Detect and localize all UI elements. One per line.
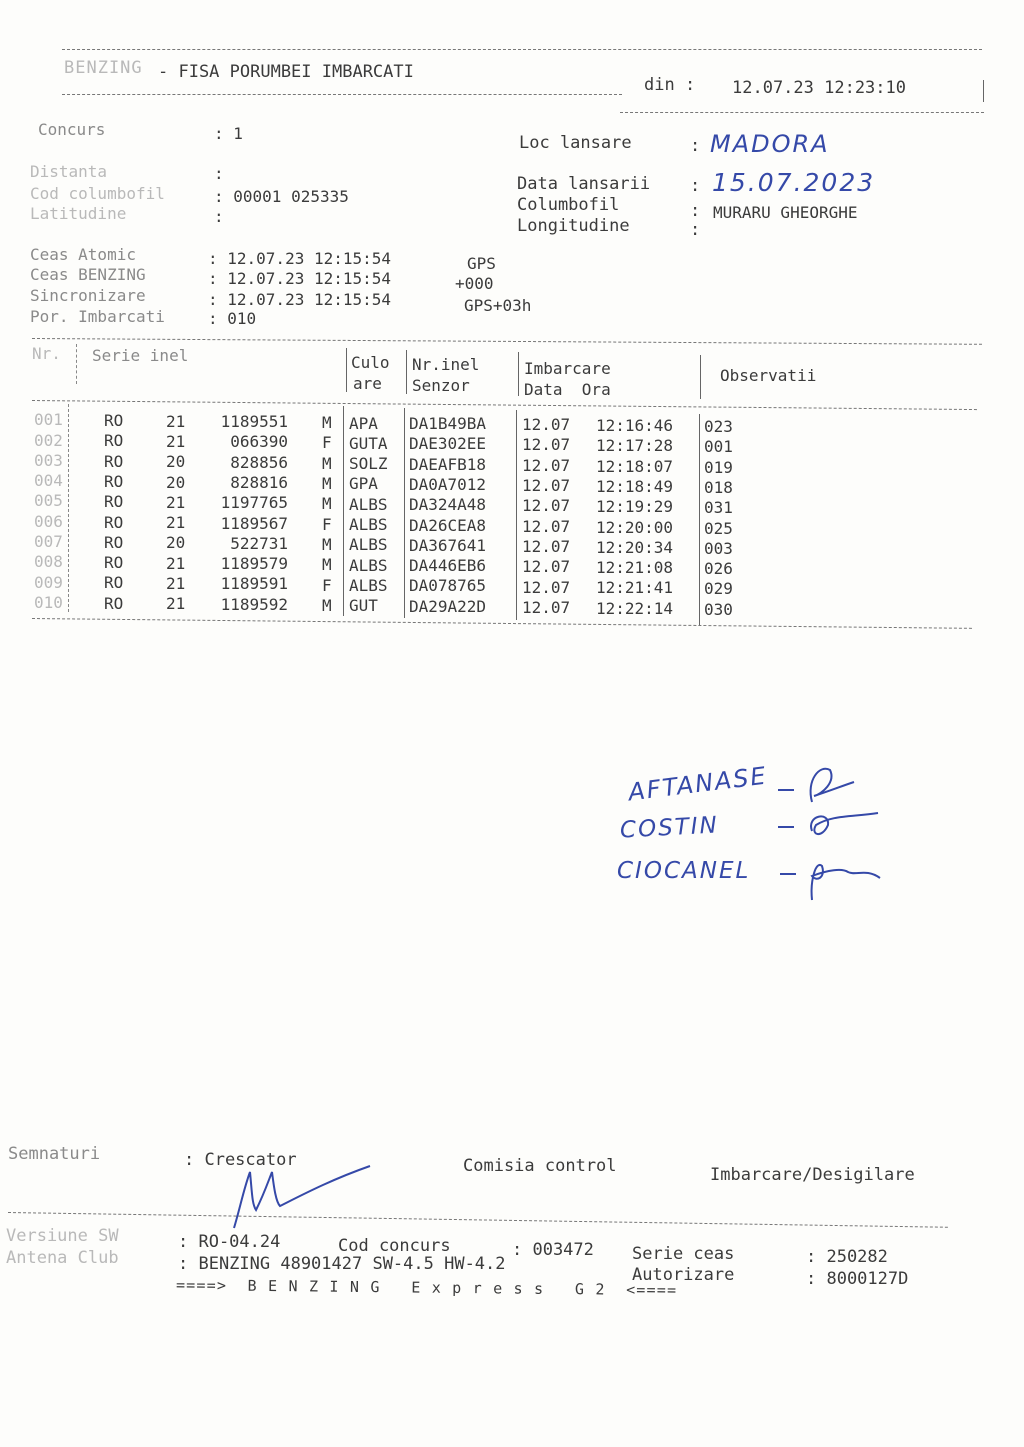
cell-nr: 005	[34, 491, 63, 511]
latitudine-label: Latitudine	[30, 204, 127, 223]
cell-senzor: DA367641	[409, 535, 487, 555]
antena-label: Antena Club	[6, 1248, 119, 1268]
longitudine-value: :	[690, 220, 701, 240]
cell-culoare: ALBS	[349, 494, 388, 514]
cell-inel: 1189592	[220, 594, 288, 614]
cell-senzor: DAEAFB18	[409, 454, 487, 474]
table-row	[0, 532, 1024, 558]
cell-culoare: ALBS	[349, 535, 388, 555]
concurs-value: : 1	[214, 124, 243, 143]
col-header-imbarcare-2: Data Ora	[524, 380, 611, 399]
col-header-culoare-2: are	[353, 374, 382, 393]
autorizare-label: Autorizare	[632, 1265, 735, 1285]
page-title: - FISA PORUMBEI IMBARCATI	[158, 62, 414, 82]
cell-sex: M	[322, 413, 332, 433]
versiune-value: : RO-04.24	[178, 1232, 281, 1252]
cell-inel: 828816	[230, 472, 288, 492]
ceas-benzing-suffix: +000	[455, 274, 494, 293]
cell-senzor: DAE302EE	[409, 434, 487, 454]
date-label: din :	[644, 75, 696, 95]
cell-ora: 12:18:49	[596, 476, 674, 496]
cell-data: 12.07	[522, 455, 571, 475]
cell-sex: F	[322, 433, 332, 453]
cell-senzor: DA1B49BA	[409, 414, 487, 434]
cell-obs: 018	[704, 477, 733, 497]
data-lansarii-label: Data lansarii	[517, 174, 651, 194]
cell-inel: 1189591	[220, 574, 288, 594]
cod-columbofil-value: : 00001 025335	[214, 187, 349, 206]
ceas-atomic-suffix: GPS	[467, 254, 496, 273]
cell-inel: 1189567	[220, 513, 288, 533]
cell-data: 12.07	[522, 536, 571, 556]
loc-lansare-label: Loc lansare	[519, 133, 632, 153]
cell-culoare: GUTA	[349, 433, 388, 453]
cell-nr: 008	[34, 552, 63, 572]
longitudine-label: Longitudine	[517, 216, 630, 236]
cell-nr: 002	[34, 430, 63, 450]
cell-obs: 029	[704, 579, 733, 599]
ceas-benzing-value: : 12.07.23 12:15:54	[208, 269, 392, 288]
cell-obs: 031	[704, 498, 733, 518]
cell-data: 12.07	[522, 435, 571, 455]
cell-an: 21	[166, 553, 186, 573]
cell-senzor: DA446EB6	[409, 556, 487, 576]
cell-nr: 009	[34, 572, 63, 592]
cell-an: 20	[166, 452, 186, 472]
col-header-imbarcare-1: Imbarcare	[524, 359, 611, 378]
distanta-label: Distanta	[30, 162, 108, 181]
col-header-senzor-1: Nr.inel	[412, 355, 480, 374]
table-row	[0, 572, 1024, 599]
cell-inel: 066390	[230, 432, 288, 452]
cell-data: 12.07	[522, 577, 571, 597]
table-row	[0, 410, 1024, 436]
cell-obs: 026	[704, 559, 733, 579]
cell-ora: 12:16:46	[596, 416, 674, 435]
cell-inel: 1189551	[220, 412, 288, 431]
cell-senzor: DA0A7012	[409, 474, 487, 494]
initials-mark-3	[776, 850, 886, 905]
cell-an: 20	[166, 533, 186, 553]
latitudine-value: :	[214, 207, 224, 226]
semnaturi-label: Semnaturi	[8, 1144, 101, 1164]
col-header-culoare-1: Culo	[351, 353, 390, 372]
cell-inel: 522731	[230, 533, 288, 553]
cell-an: 20	[166, 472, 186, 492]
cell-nr: 007	[34, 532, 63, 552]
cell-senzor: DA078765	[409, 576, 487, 596]
cell-an: 21	[166, 594, 186, 614]
cell-data: 12.07	[522, 597, 571, 617]
cell-senzor: DA324A48	[409, 495, 487, 515]
cell-data: 12.07	[522, 415, 571, 435]
cell-culoare: ALBS	[349, 575, 388, 595]
cell-obs: 019	[704, 457, 733, 477]
serie-ceas-label: Serie ceas	[632, 1244, 735, 1264]
sincronizare-label: Sincronizare	[30, 286, 146, 305]
cell-data: 12.07	[522, 476, 571, 496]
columbofil-value: MURARU GHEORGHE	[713, 203, 858, 222]
cell-culoare: APA	[349, 413, 378, 433]
handwritten-name-2: COSTIN	[619, 812, 720, 844]
table-row	[0, 511, 1024, 538]
col-header-serie: Serie inel	[92, 346, 189, 365]
cell-sex: F	[322, 575, 332, 595]
cell-ora: 12:21:41	[596, 578, 674, 598]
antena-value: : BENZING 48901427 SW-4.5 HW-4.2	[178, 1254, 506, 1274]
benzing-express-banner: ====> B E N Z I N G E x p r e s s G 2 <====	[175, 1276, 678, 1300]
cell-an: 21	[166, 513, 186, 533]
cell-culoare: ALBS	[349, 515, 388, 534]
cell-sex: M	[322, 453, 332, 473]
cell-data: 12.07	[522, 516, 571, 536]
cell-nr: 006	[34, 511, 63, 531]
cell-culoare: GPA	[349, 474, 378, 494]
cell-nr: 010	[34, 592, 63, 612]
cell-tara: RO	[104, 512, 124, 532]
cell-ora: 12:20:00	[596, 517, 674, 537]
cell-an: 21	[166, 431, 186, 451]
table-row	[0, 450, 1024, 477]
cell-ora: 12:21:08	[596, 558, 674, 578]
cell-inel: 1197765	[220, 493, 288, 513]
cell-sex: M	[322, 494, 332, 514]
cell-tara: RO	[104, 532, 124, 552]
cell-obs: 025	[704, 518, 733, 538]
imbarcare-desigilare-label: Imbarcare/Desigilare	[710, 1165, 915, 1185]
sincronizare-suffix: GPS+03h	[464, 296, 532, 315]
por-imbarcati-value: : 010	[208, 309, 257, 328]
col-header-observatii: Observatii	[720, 366, 817, 385]
cell-nr: 003	[34, 450, 63, 470]
cell-sex: M	[322, 595, 332, 615]
date-value: 12.07.23 12:23:10	[732, 78, 906, 98]
cell-an: 21	[166, 574, 186, 594]
cell-senzor: DA26CEA8	[409, 515, 487, 535]
table-row	[0, 430, 1024, 457]
crescator-signature	[220, 1158, 380, 1233]
cell-tara: RO	[104, 553, 124, 573]
table-row	[0, 552, 1024, 579]
cell-culoare: SOLZ	[349, 454, 388, 474]
cell-ora: 12:20:34	[596, 537, 674, 557]
initials-mark-1	[772, 760, 862, 810]
handwritten-name-3: CIOCANEL	[617, 858, 751, 884]
cell-senzor: DA29A22D	[409, 596, 487, 616]
cell-tara: RO	[104, 492, 124, 512]
cell-inel: 1189579	[220, 554, 288, 574]
cell-ora: 12:19:29	[596, 497, 674, 517]
cell-culoare: ALBS	[349, 555, 388, 575]
concurs-label: Concurs	[38, 120, 106, 139]
sincronizare-value: : 12.07.23 12:15:54	[208, 290, 392, 309]
cell-nr: 001	[34, 410, 63, 430]
table-row	[0, 592, 1024, 619]
cell-ora: 12:18:07	[596, 456, 674, 476]
cell-sex: M	[322, 534, 332, 554]
columbofil-label: Columbofil	[517, 195, 620, 215]
cell-obs: 023	[704, 417, 733, 436]
cell-tara: RO	[104, 573, 124, 593]
data-lansarii-value: 15.07.2023	[712, 168, 876, 197]
initials-mark-2	[772, 805, 882, 850]
cell-obs: 030	[704, 599, 733, 619]
cell-obs: 001	[704, 437, 733, 457]
col-header-nr: Nr.	[32, 344, 61, 363]
cell-nr: 004	[34, 471, 63, 491]
por-imbarcati-label: Por. Imbarcati	[30, 307, 165, 326]
distanta-value: :	[214, 164, 224, 183]
cell-sex: F	[322, 514, 332, 534]
comisia-control-label: Comisia control	[463, 1156, 617, 1176]
cell-tara: RO	[104, 471, 124, 491]
table-row	[0, 471, 1024, 497]
cell-sex: M	[322, 555, 332, 575]
table-row	[0, 491, 1024, 518]
cell-tara: RO	[104, 451, 124, 471]
cell-an: 21	[166, 411, 186, 431]
cell-inel: 828856	[230, 452, 288, 472]
cod-concurs-value: : 003472	[512, 1240, 594, 1260]
cod-columbofil-label: Cod columbofil	[30, 184, 165, 203]
cell-tara: RO	[104, 593, 124, 613]
cell-sex: M	[322, 474, 332, 494]
cell-obs: 003	[704, 538, 733, 558]
cell-culoare: GUT	[349, 596, 378, 616]
cell-data: 12.07	[522, 557, 571, 577]
cell-data: 12.07	[522, 496, 571, 516]
cell-an: 21	[166, 492, 186, 512]
ceas-atomic-value: : 12.07.23 12:15:54	[208, 249, 392, 268]
cell-tara: RO	[104, 431, 124, 451]
ceas-atomic-label: Ceas Atomic	[30, 245, 136, 264]
autorizare-value: : 8000127D	[806, 1269, 909, 1289]
col-header-senzor-2: Senzor	[412, 376, 470, 395]
cell-tara: RO	[104, 411, 124, 430]
ceas-benzing-label: Ceas BENZING	[30, 265, 146, 284]
brand-name: BENZING	[64, 58, 143, 78]
serie-ceas-value: : 250282	[806, 1247, 888, 1267]
loc-lansare-value: MADORA	[710, 130, 830, 158]
cell-ora: 12:17:28	[596, 436, 674, 456]
cell-ora: 12:22:14	[596, 598, 674, 618]
versiune-label: Versiune SW	[6, 1226, 119, 1246]
crescator-label: : Crescator	[184, 1150, 297, 1170]
cod-concurs-label: Cod concurs	[338, 1236, 451, 1256]
handwritten-name-1: AFTANASE	[626, 761, 770, 807]
